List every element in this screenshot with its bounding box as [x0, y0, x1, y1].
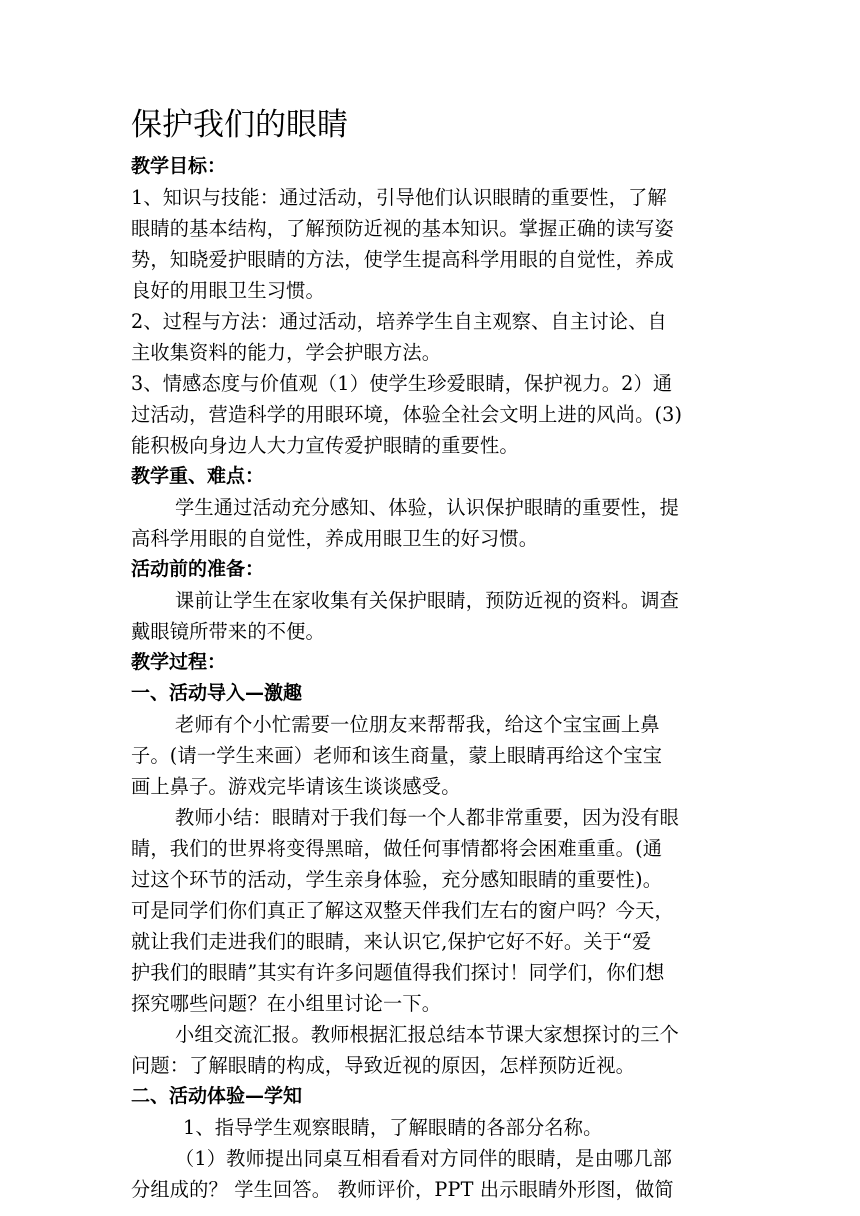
- paragraph-line: 学生通过活动充分感知、体验，认识保护眼睛的重要性，提: [175, 496, 680, 519]
- section-heading: 教学重、难点：: [131, 465, 265, 487]
- paragraph-line: 3、情感态度与价值观（1）使学生珍爱眼睛，保护视力。2）通: [131, 372, 673, 395]
- paragraph-line: 课前让学生在家收集有关保护眼睛，预防近视的资料。调查: [175, 589, 680, 612]
- paragraph-line: 戴眼镜所带来的不便。: [131, 620, 325, 643]
- paragraph-line: 画上鼻子。游戏完毕请该生谈谈感受。: [131, 775, 461, 798]
- paragraph-line: 就让我们走进我们的眼睛，来认识它,保护它好不好。关于“爱: [131, 930, 652, 953]
- paragraph-line: 护我们的眼睛”其实有许多问题值得我们探讨！同学们，你们想: [131, 961, 665, 984]
- paragraph-line: 能积极向身边人大力宣传爱护眼睛的重要性。: [131, 434, 519, 457]
- section-heading: 二、活动体验—学知: [131, 1085, 303, 1107]
- paragraph-line: 眼睛的基本结构，了解预防近视的基本知识。掌握正确的读写姿: [131, 217, 674, 240]
- paragraph-line: 探究哪些问题？在小组里讨论一下。: [131, 992, 442, 1015]
- paragraph-line: （1）教师提出同桌互相看看对方同伴的眼睛，是由哪几部: [175, 1147, 673, 1170]
- paragraph-line: 问题：了解眼睛的构成，导致近视的原因，怎样预防近视。: [131, 1054, 636, 1077]
- paragraph-line: 子。(请一学生来画）老师和该生商量，蒙上眼睛再给这个宝宝: [131, 744, 663, 767]
- document-title: 保护我们的眼睛: [131, 107, 348, 143]
- paragraph-line: 老师有个小忙需要一位朋友来帮帮我，给这个宝宝画上鼻: [175, 713, 660, 736]
- paragraph-line: 2、过程与方法：通过活动，培养学生自主观察、自主讨论、自: [131, 310, 667, 333]
- paragraph-line: 1、知识与技能：通过活动，引导他们认识眼睛的重要性，了解: [131, 186, 667, 209]
- paragraph-line: 主收集资料的能力，学会护眼方法。: [131, 341, 442, 364]
- document-page: [131, 103, 731, 1205]
- section-heading: 教学目标：: [131, 155, 227, 177]
- section-heading: 一、活动导入—激趣: [131, 682, 303, 704]
- paragraph-line: 1、指导学生观察眼睛，了解眼睛的各部分名称。: [183, 1116, 603, 1139]
- section-heading: 活动前的准备：: [131, 558, 265, 580]
- paragraph-line: 过活动，营造科学的用眼环境，体验全社会文明上进的风尚。(3): [131, 403, 683, 426]
- section-heading: 教学过程：: [131, 651, 227, 673]
- paragraph-line: 过这个环节的活动，学生亲身体验，充分感知眼睛的重要性)。: [131, 868, 663, 891]
- document-body: [131, 151, 731, 1205]
- paragraph-line: 可是同学们你们真正了解这双整天伴我们左右的窗户吗？今天，: [131, 899, 674, 922]
- paragraph-line: 高科学用眼的自觉性，养成用眼卫生的好习惯。: [131, 527, 539, 550]
- paragraph-line: 睛，我们的世界将变得黑暗，做任何事情都将会困难重重。(通: [131, 837, 663, 860]
- paragraph-line: 教师小结：眼睛对于我们每一个人都非常重要，因为没有眼: [175, 806, 680, 829]
- paragraph-line: 势，知晓爱护眼睛的方法，使学生提高科学用眼的自觉性，养成: [131, 248, 674, 271]
- paragraph-line: 良好的用眼卫生习惯。: [131, 279, 325, 302]
- paragraph-line: 小组交流汇报。教师根据汇报总结本节课大家想探讨的三个: [175, 1023, 680, 1046]
- paragraph-line: 分组成的？ 学生回答。 教师评价，PPT 出示眼睛外形图，做简: [131, 1178, 674, 1201]
